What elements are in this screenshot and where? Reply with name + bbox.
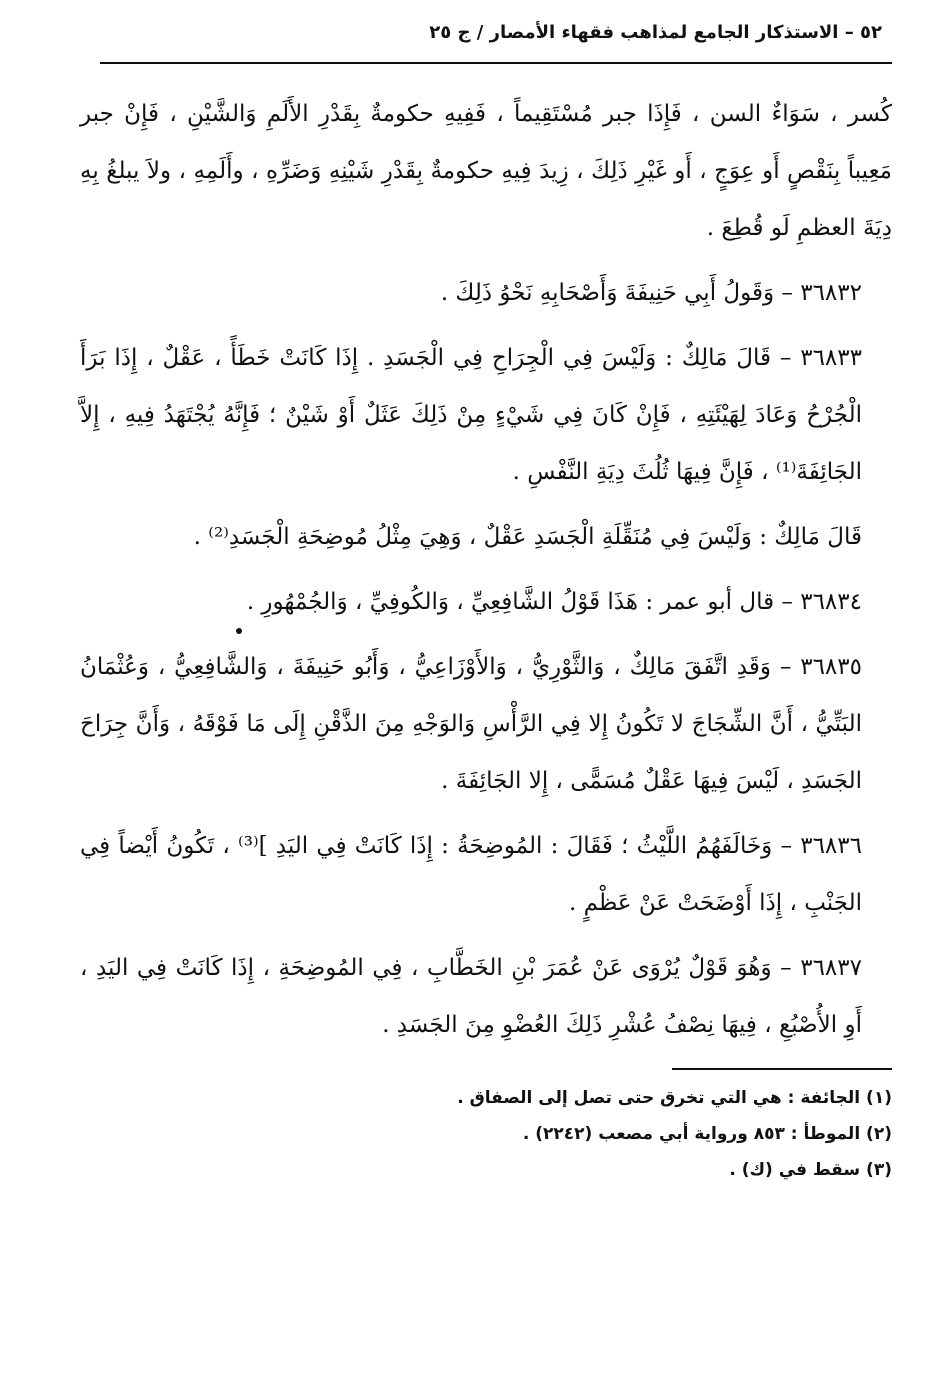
footnote-rule bbox=[672, 1068, 892, 1070]
header-rule bbox=[100, 62, 892, 64]
stray-mark bbox=[236, 628, 242, 634]
paragraph-continuation: كُسر ، سَوَاءٌ السن ، فَإِذَا جبر مُسْتَقِيماً ، فَفِيهِ حكومةٌ بِقَدْرِ الأَلَمِ وَالشَّيْنِ ، فَإِنْ جبر مَعِيباً بِنَقْصٍ أَو عِوَجٍ ، أَو غَيْرِ ذَلِكَ ، زِيدَ فِيهِ حكومةٌ بِقَدْرِ شَيْنِهِ وَضَرِّهِ ، وأَلَمِهِ ، ولاَ يبلغُ بِهِ دِيَةَ العظمِ لَو قُطِعَ . bbox=[80, 101, 892, 241]
paragraph-36837: ٣٦٨٣٧ – وَهُوَ قَوْلٌ يُرْوَى عَنْ عُمَرَ بْنِ الخَطَّابِ ، فِي المُوضِحَةِ ، إِذَا كَانَتْ فِي اليَدِ ، أَوِ الأُصْبُعِ ، فِيهَا نِصْفُ عُشْرِ ذَلِكَ العُضْوِ مِنَ الجَسَدِ . bbox=[80, 955, 862, 1038]
running-header bbox=[80, 18, 892, 48]
footnote-3: (٣) سقط في (ك) . bbox=[729, 1160, 892, 1180]
paragraph-36836: ٣٦٨٣٦ – وَخَالَفَهُمُ اللَّيْثُ ؛ فَقَالَ : المُوضِحَةُ : إِذَا كَانَتْ فِي اليَدِ ]⁽³⁾ ، تَكُونُ أَيْضاً فِي الجَنْبِ ، إِذَا أَوْضَحَتْ عَنْ عَظْمٍ . bbox=[80, 833, 862, 916]
main-text bbox=[80, 86, 892, 1054]
paragraph-malik-quote: قَالَ مَالِكٌ : وَلَيْسَ فِي مُنَقِّلَةِ الْجَسَدِ عَقْلٌ ، وَهِيَ مِثْلُ مُوضِحَةِ الْجَسَدِ⁽²⁾ . bbox=[193, 524, 862, 550]
running-title: ٥٢ – الاستذكار الجامع لمذاهب فقهاء الأمصار / ج ٢٥ bbox=[429, 22, 882, 43]
paragraph-36834: ٣٦٨٣٤ – قال أبو عمر : هَذَا قَوْلُ الشَّافِعِيِّ ، وَالكُوفِيِّ ، وَالجُمْهُورِ . bbox=[246, 589, 862, 615]
footnote-1: (١) الجائفة : هي التي تخرق حتى تصل إلى الصفاق . bbox=[457, 1088, 892, 1108]
footnotes bbox=[80, 1080, 892, 1188]
paragraph-36832: ٣٦٨٣٢ – وَقَولُ أَبِي حَنِيفَةَ وَأَصْحَابِهِ نَحْوُ ذَلِكَ . bbox=[440, 280, 862, 306]
paragraph-36835: ٣٦٨٣٥ – وَقَدِ اتَّفَقَ مَالِكٌ ، وَالثَّوْرِيُّ ، وَالأَوْزَاعِيُّ ، وَأَبُو حَنِيفَةَ ، وَالشَّافِعِيُّ ، وَعُثْمَانُ البَتِّيُّ ، أَنَّ الشِّجَاجَ لا تَكُونُ إِلا فِي الرَّأْسِ وَالوَجْهِ مِنَ الذَّقْنِ إِلَى مَا فَوْقَهُ ، وَأَنَّ جِرَاحَ الجَسَدِ ، لَيْسَ فِيهَا عَقْلٌ مُسَمًّى ، إِلا الجَائِفَةَ . bbox=[80, 654, 862, 794]
footnote-2: (٢) الموطأ : ٨٥٣ ورواية أبي مصعب (٢٢٤٢) . bbox=[522, 1124, 892, 1144]
paragraph-36833: ٣٦٨٣٣ – قَالَ مَالِكٌ : وَلَيْسَ فِي الْجِرَاحِ فِي الْجَسَدِ . إِذَا كَانَتْ خَطَأً ، عَقْلٌ ، إِذَا بَرَأَ الْجُرْحُ وَعَادَ لِهَيْئَتِهِ ، فَإِنْ كَانَ فِي شَيْءٍ مِنْ ذَلِكَ عَثَلٌ أَوْ شَيْنٌ ؛ فَإِنَّهُ يُجْتَهَدُ فِيهِ ، إِلاَّ الجَائِفَةَ⁽¹⁾ ، فَإِنَّ فِيهَا ثُلُثَ دِيَةِ النَّفْسِ . bbox=[80, 345, 862, 485]
book-page bbox=[80, 18, 892, 1373]
